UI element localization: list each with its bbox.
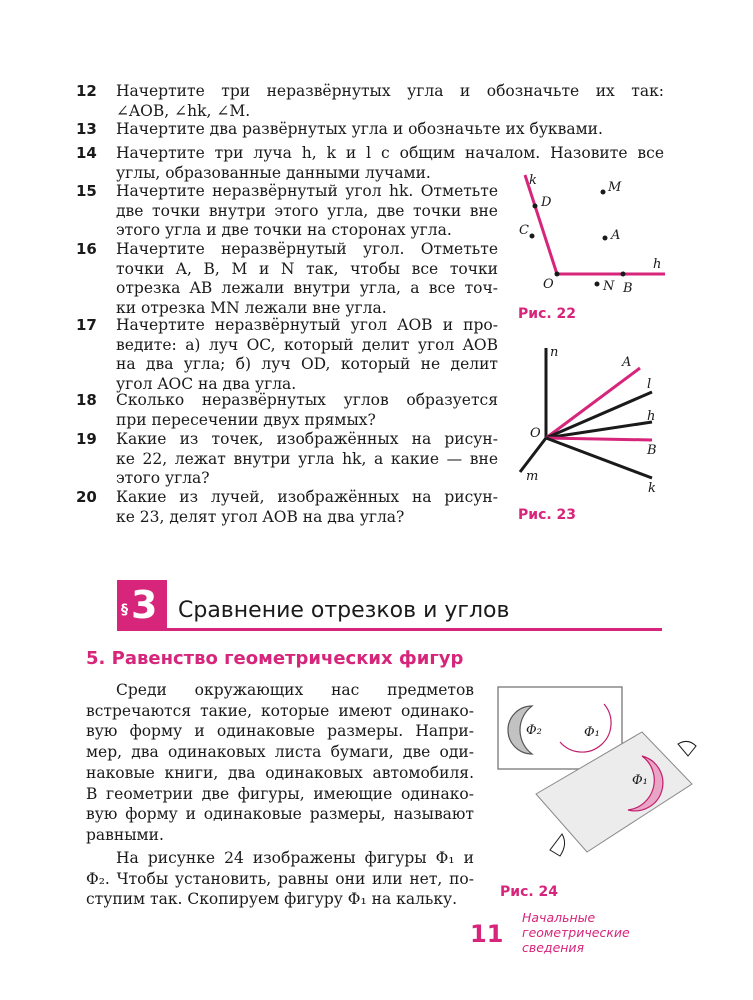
label-d: D xyxy=(541,195,552,210)
problem-number: 18 xyxy=(76,391,97,409)
label-b: B xyxy=(647,443,657,458)
problem-text-line: Начертите три неразвёрнутых угла и обозначьте их так: xyxy=(116,82,664,100)
paragraph-line: Среди окружающих нас предметов xyxy=(116,681,474,699)
paragraph-line: наковые книги, два одинаковых автомобиля. xyxy=(86,763,474,782)
label-o: O xyxy=(543,277,554,292)
point-c xyxy=(530,234,535,239)
point-a xyxy=(603,236,608,241)
problem-number: 19 xyxy=(76,430,97,448)
problem-text-line: Какие из лучей, изображённых на рисун- xyxy=(116,488,498,506)
paragraph-line: В геометрии две фигуры, имеющие одинако- xyxy=(86,784,474,803)
ray-b xyxy=(546,438,652,440)
paragraph xyxy=(86,680,474,846)
problem-text-line: отрезка AB лежали внутри угла, а все точ- xyxy=(116,279,498,297)
label-m: M xyxy=(608,180,622,195)
problem-text-line: Начертите два развёрнутых угла и обозначьте их буквами. xyxy=(116,120,603,138)
ray-m xyxy=(520,438,546,472)
label-o: O xyxy=(530,426,541,441)
chapter-line: геометрические xyxy=(522,925,630,940)
label-l: l xyxy=(647,377,652,392)
point-b xyxy=(621,272,626,277)
problem-text-line: ведите: а) луч OC, который делит угол AOB xyxy=(116,335,498,354)
label-k: k xyxy=(648,481,656,496)
hand-right xyxy=(678,741,696,756)
paragraph-line: ступим так. Скопируем фигуру Φ₁ на кальку. xyxy=(86,890,458,909)
label-k: k xyxy=(529,173,537,188)
problem-number: 13 xyxy=(76,120,97,138)
section-badge xyxy=(117,580,167,630)
figure-24-caption: Рис. 24 xyxy=(500,884,559,900)
problem-text-line: Какие из точек, изображённых на рисун- xyxy=(116,430,498,448)
paragraph-line: вую форму и одинаковые размеры. Напри- xyxy=(86,722,474,741)
problem-number: 16 xyxy=(76,240,97,258)
point-m xyxy=(601,190,606,195)
paragraph-line: На рисунке 24 изображены фигуры Φ₁ и xyxy=(116,849,474,867)
problem-text-line: ке 22, лежат внутри угла hk, а какие — вне xyxy=(116,449,498,468)
label-f1: Φ₁ xyxy=(632,773,648,788)
chapter-line: сведения xyxy=(522,940,585,955)
figure-23-caption: Рис. 23 xyxy=(518,507,577,523)
problem-text-line: ∠AOB, ∠hk, ∠M. xyxy=(116,101,251,120)
problem-text-line: этого угла и две точки на сторонах угла. xyxy=(116,221,452,239)
chapter-title xyxy=(522,910,630,955)
paragraph-line: Φ₂. Чтобы установить, равны они или нет, по- xyxy=(86,869,474,888)
paragraph-line: встречаются такие, которые имеют одинако- xyxy=(86,701,474,720)
label-f1-copy: Φ₁ xyxy=(584,725,600,740)
problem-text-line: ке 23, делят угол AOB на два угла? xyxy=(116,507,405,526)
problem-text-line: ки отрезка MN лежали вне угла. xyxy=(116,298,387,317)
chapter-line: Начальные xyxy=(522,910,596,925)
ray-k xyxy=(525,175,557,274)
section-symbol: § xyxy=(121,602,128,618)
section-divider xyxy=(117,628,662,631)
problem-text-line: углы, образованные данными лучами. xyxy=(116,163,431,182)
label-a: A xyxy=(622,355,632,370)
point-d xyxy=(533,204,538,209)
figure-24 xyxy=(492,684,702,884)
label-n: N xyxy=(603,279,615,294)
section-number: 3 xyxy=(131,583,158,627)
problem-number: 12 xyxy=(76,82,97,100)
problem-text-line: Сколько неразвёрнутых углов образуется xyxy=(116,391,498,409)
label-a: A xyxy=(611,228,621,243)
paragraph-line: вую форму и одинаковые размеры, называют xyxy=(86,805,474,824)
problem-text-line: этого угла? xyxy=(116,469,210,487)
label-n: n xyxy=(550,345,559,360)
label-b: B xyxy=(623,281,633,296)
paragraph-line: мер, два одинаковых листа бумаги, две оди- xyxy=(86,743,474,762)
problem-text-line: Начертите неразвёрнутый угол. Отметьте xyxy=(116,240,498,258)
section-title: Сравнение отрезков и углов xyxy=(178,598,510,623)
paragraph xyxy=(86,848,474,910)
label-h: h xyxy=(653,257,662,272)
problem-number: 17 xyxy=(76,316,97,334)
figure-22-caption: Рис. 22 xyxy=(518,306,577,322)
problem-text-line: Начертите неразвёрнутый угол hk. Отметьте xyxy=(116,182,498,200)
subsection-title: 5. Равенство геометрических фигур xyxy=(86,648,464,669)
label-c: C xyxy=(519,223,529,238)
hand-left xyxy=(550,834,565,856)
problem-number: 15 xyxy=(76,182,97,200)
problem-text-line: точки A, B, M и N так, чтобы все точки xyxy=(116,259,498,278)
paragraph-line: равными. xyxy=(86,825,164,844)
figure-22 xyxy=(505,170,675,300)
label-f2: Φ₂ xyxy=(526,723,542,738)
label-h: h xyxy=(647,409,656,424)
problem-text-line: на два угла; б) луч OD, который не делит xyxy=(116,355,498,373)
problem-text-line: две точки внутри этого угла, две точки вне xyxy=(116,201,498,220)
label-m: m xyxy=(526,469,539,484)
page-number: 11 xyxy=(470,920,504,948)
point-n xyxy=(595,282,600,287)
problem-number: 14 xyxy=(76,144,97,162)
problem-text-line: Начертите неразвёрнутый угол AOB и про- xyxy=(116,316,498,334)
problem-text-line: Начертите три луча h, k и l с общим началом. Назовите все xyxy=(116,144,664,162)
problem-number: 20 xyxy=(76,488,97,506)
problem-text-line: при пересечении двух прямых? xyxy=(116,410,376,429)
problem-text-line: угол AOC на два угла. xyxy=(116,374,297,393)
ray-k xyxy=(546,438,652,478)
figure-23 xyxy=(510,342,675,502)
